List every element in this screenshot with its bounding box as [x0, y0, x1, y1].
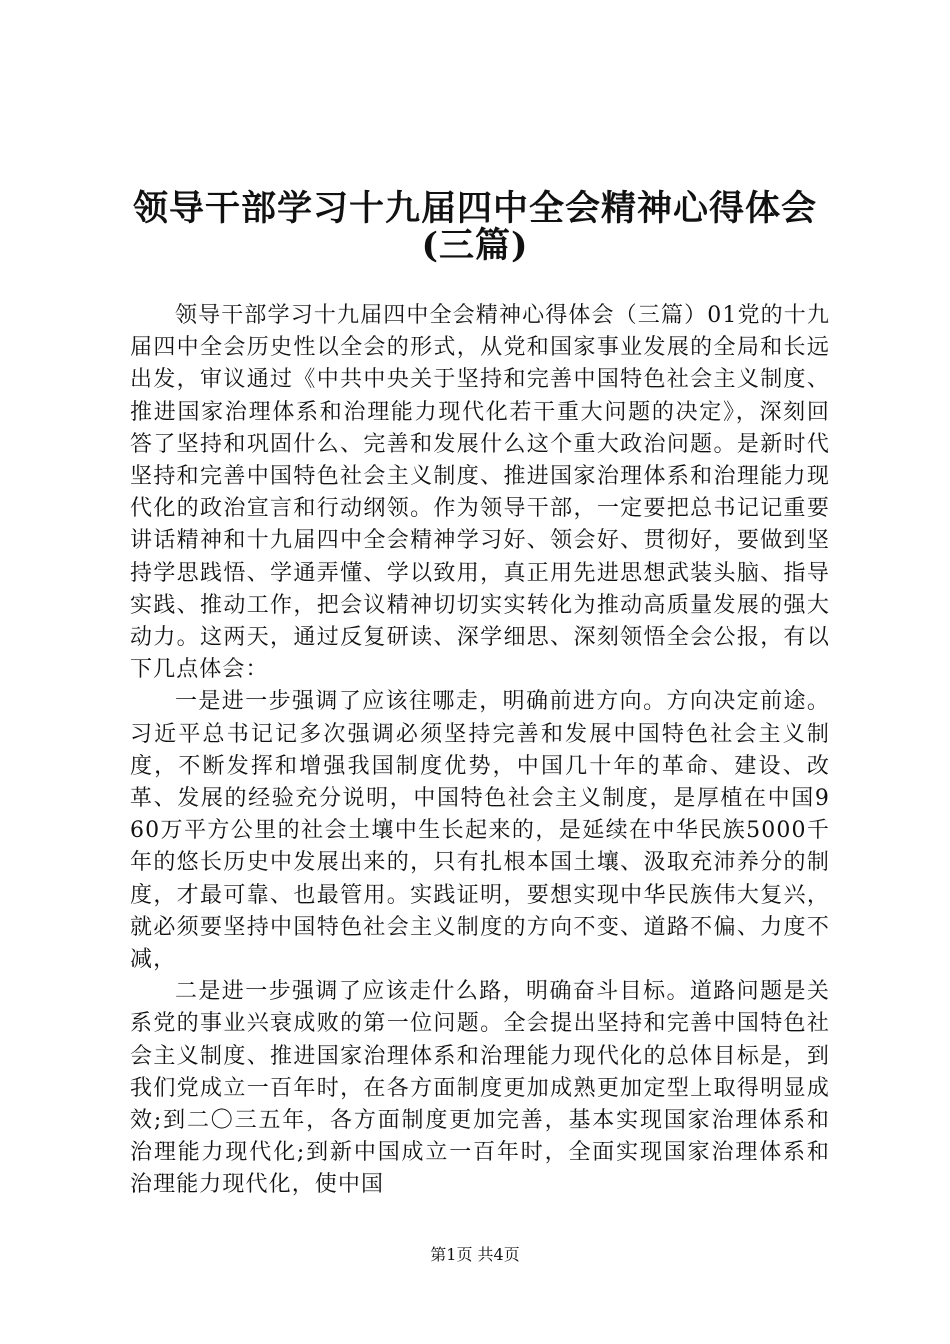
- paragraph-intro: 领导干部学习十九届四中全会精神心得体会（三篇）01党的十九届四中全会历史性以全会的形式，从党和国家事业发展的全局和长远出发，审议通过《中共中央关于坚持和完善中国特色社会主义制度、推进国家治理体系和治理能力现代化若干重大问题的决定》，深刻回答了坚持和巩固什么、完善和发展什么这个重大政治问题。是新时代坚持和完善中国特色社会主义制度、推进国家治理体系和治理能力现代化的政治宣言和行动纲领。作为领导干部，一定要把总书记记重要讲话精神和十九届四中全会精神学习好、领会好、贯彻好，要做到坚持学思践悟、学通弄懂、学以致用，真正用先进思想武装头脑、指导实践、推动工作，把会议精神切切实实转化为推动高质量发展的强大动力。这两天，通过反复研读、深学细思、深刻领悟全会公报，有以下几点体会：: [130, 303, 830, 683]
- document-title: 领导干部学习十九届四中全会精神心得体会: [132, 188, 817, 229]
- paragraph-point-two: 二是进一步强调了应该走什么路，明确奋斗目标。道路问题是关系党的事业兴衰成败的第一位问题。全会提出坚持和完善中国特色社会主义制度、推进国家治理体系和治理能力现代化的总体目标是，到我们党成立一百年时，在各方面制度更加成熟更加定型上取得明显成效;到二〇三五年，各方面制度更加完善，基本实现国家治理体系和治理能力现代化;到新中国成立一百年时，全面实现国家治理体系和治理能力现代化，使中国: [130, 979, 830, 1198]
- paragraph-point-one: 一是进一步强调了应该往哪走，明确前进方向。方向决定前途。习近平总书记记多次强调必须坚持完善和发展中国特色社会主义制度，不断发挥和增强我国制度优势，中国几十年的革命、建设、改革、发展的经验充分说明，中国特色社会主义制度，是厚植在中国960万平方公里的社会土壤中生长起来的，是延续在中华民族5000千年的悠长历史中发展出来的，只有扎根本国土壤、汲取充沛养分的制度，才最可靠、也最管用。实践证明，要想实现中华民族伟大复兴，就必须要坚持中国特色社会主义制度的方向不变、道路不偏、力度不减，: [130, 689, 830, 973]
- document-title-subtitle: (三篇): [421, 225, 529, 266]
- page-footer: 第1页 共4页: [430, 1245, 520, 1264]
- document-body: [130, 300, 830, 1202]
